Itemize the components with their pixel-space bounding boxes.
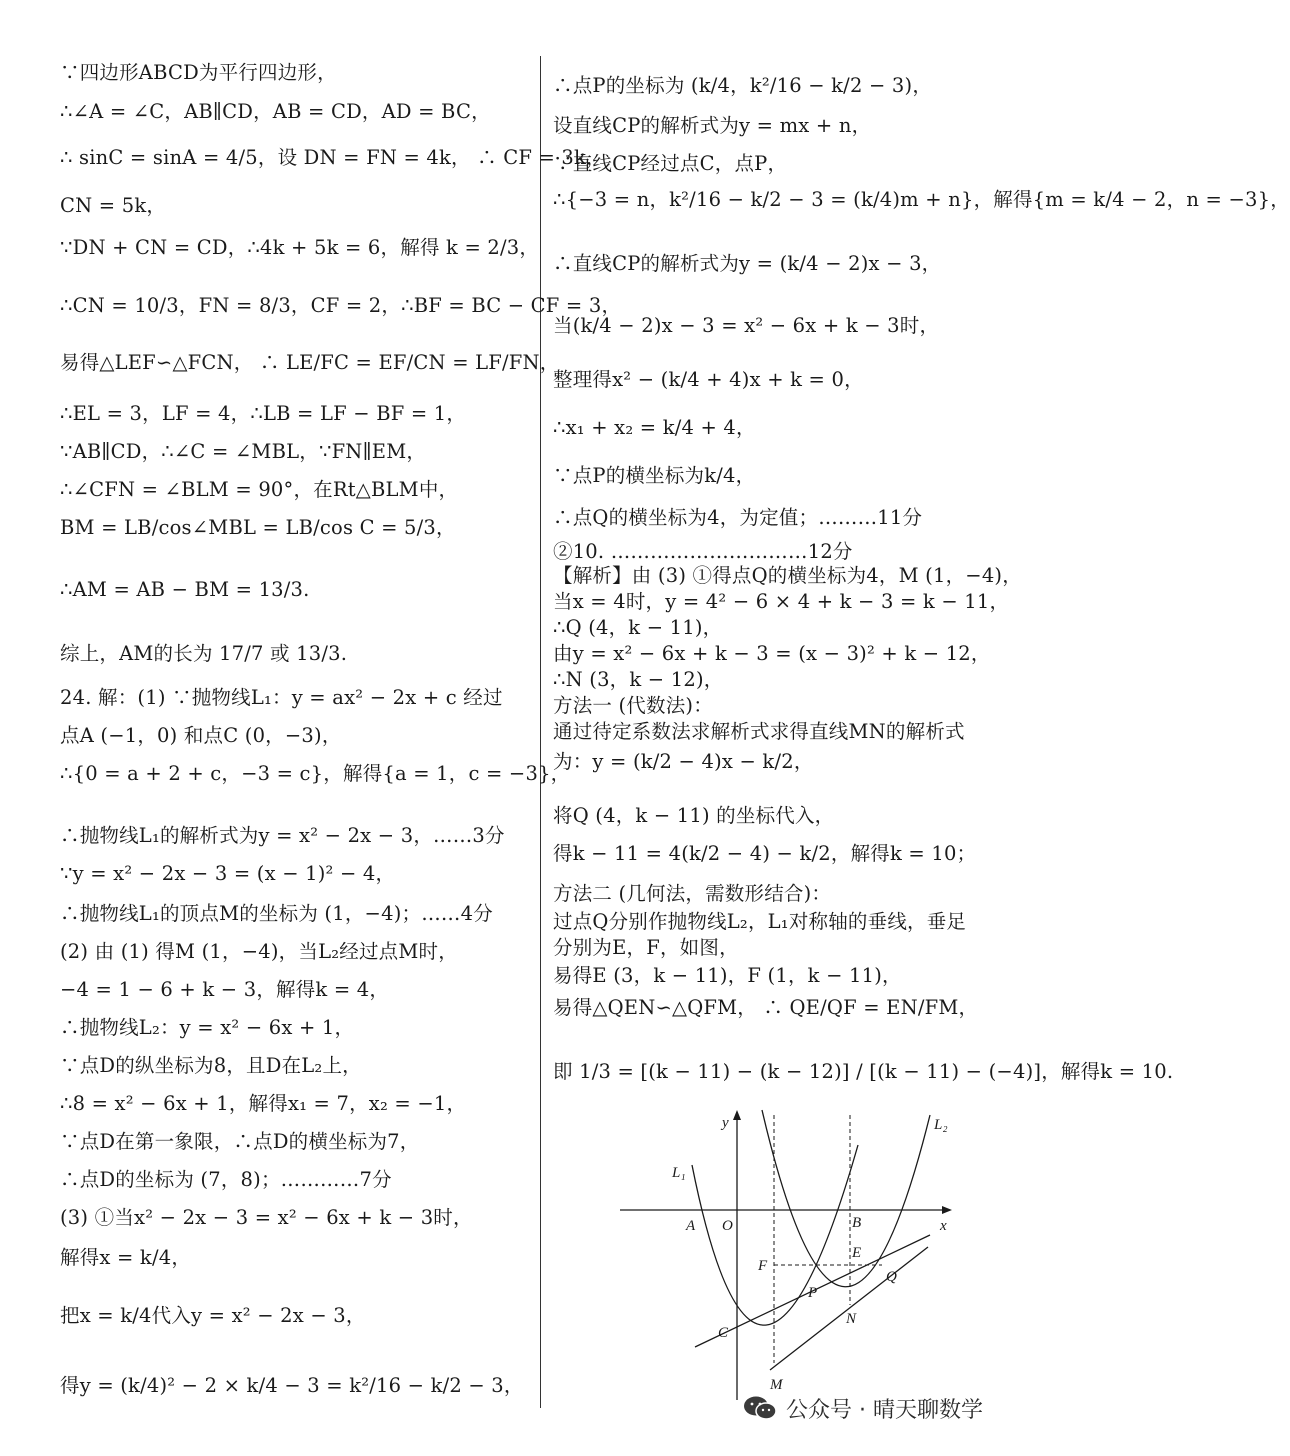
left-text-line: ∵y = x² − 2x − 3 = (x − 1)² − 4， [60, 862, 396, 885]
label-O: O [722, 1218, 733, 1234]
left-text-line: ∵点D的纵坐标为8，且D在L₂上， [60, 1054, 362, 1077]
parabola-figure [600, 1105, 960, 1405]
left-text-line: ∵AB∥CD，∴∠C = ∠MBL，∵FN∥EM， [60, 440, 427, 463]
right-text-line: 设直线CP的解析式为y = mx + n， [553, 114, 872, 137]
label-x: x [940, 1218, 947, 1234]
right-text-line: 方法一 (代数法)： [553, 694, 713, 717]
left-text-line: 得y = (k/4)² − 2 × k/4 − 3 = k²/16 − k/2 − 3， [60, 1374, 524, 1397]
left-text-line: 24. 解：(1) ∵抛物线L₁：y = ax² − 2x + c 经过 [60, 686, 503, 709]
left-text-line: ∵四边形ABCD为平行四边形， [60, 61, 337, 84]
label-B: B [852, 1215, 862, 1231]
label-N: N [846, 1311, 857, 1327]
right-text-line: 易得E (3，k − 11)，F (1，k − 11)， [553, 964, 902, 987]
right-text-line: 方法二 (几何法，需数形结合)： [553, 882, 832, 905]
left-text-line: ∴{0 = a + 2 + c，−3 = c}，解得{a = 1，c = −3}， [60, 762, 571, 785]
left-text-line: ∴ sinC = sinA = 4/5，设 DN = FN = 4k， ∴ CF = 3k， [60, 146, 606, 169]
right-text-line: 整理得x² − (k/4 + 4)x + k = 0， [553, 368, 864, 391]
left-text-line: ∴EL = 3，LF = 4，∴LB = LF − BF = 1， [60, 402, 467, 425]
label-F: F [758, 1258, 768, 1274]
label-C: C [718, 1325, 729, 1341]
left-text-line: 把x = k/4代入y = x² − 2x − 3， [60, 1304, 366, 1327]
left-text-line: ∴抛物线L₁的解析式为y = x² − 2x − 3，……3分 [60, 824, 505, 847]
right-text-line: ∴直线CP的解析式为y = (k/4 − 2)x − 3， [553, 252, 942, 275]
left-text-line: ∴抛物线L₂：y = x² − 6x + 1， [60, 1016, 355, 1039]
right-text-line: ②10. …………………………12分 [553, 540, 853, 563]
left-text-line: ∴∠CFN = ∠BLM = 90°，在Rt△BLM中， [60, 478, 459, 501]
left-text-line: 解得x = k/4， [60, 1246, 192, 1269]
right-text-line: 由y = x² − 6x + k − 3 = (x − 3)² + k − 12， [553, 642, 991, 665]
right-text-line: 【解析】由 (3) ①得点Q的横坐标为4，M (1，−4)， [553, 564, 1022, 587]
right-text-line: ∴{−3 = n，k²/16 − k/2 − 3 = (k/4)m + n}，解得{m = k/4 − 2，n = −3}， [553, 188, 1290, 211]
line-MN [770, 1247, 928, 1370]
left-text-line: 点A (−1，0) 和点C (0，−3)， [60, 724, 342, 747]
label-M: M [770, 1377, 783, 1393]
label-y: y [722, 1115, 729, 1131]
right-text-line: 将Q (4，k − 11) 的坐标代入， [553, 804, 835, 827]
x-axis-arrow [942, 1206, 952, 1214]
left-text-line: ∴CN = 10/3，FN = 8/3，CF = 2，∴BF = BC − CF = 3， [60, 294, 622, 317]
y-axis-arrow [733, 1110, 741, 1120]
right-text-line: ∴点Q的横坐标为4，为定值；………11分 [553, 506, 923, 529]
left-text-line: ∵点D在第一象限，∴点D的横坐标为7， [60, 1130, 420, 1153]
right-text-line: ∵点P的横坐标为k/4， [553, 464, 756, 487]
left-text-line: ∴∠A = ∠C，AB∥CD，AB = CD，AD = BC， [60, 100, 491, 123]
left-text-line: ∴抛物线L₁的顶点M的坐标为 (1，−4)；……4分 [60, 902, 493, 925]
label-E: E [852, 1245, 862, 1261]
column-divider [540, 56, 541, 1408]
left-text-line: (3) ①当x² − 2x − 3 = x² − 6x + k − 3时， [60, 1206, 473, 1229]
watermark [742, 1388, 983, 1428]
label-A: A [686, 1218, 696, 1234]
parabola-L2 [762, 1110, 930, 1287]
watermark-text: 公众号 · 晴天聊数学 [786, 1397, 983, 1423]
left-text-line: −4 = 1 − 6 + k − 3，解得k = 4， [60, 978, 390, 1001]
right-text-line: 当(k/4 − 2)x − 3 = x² − 6x + k − 3时， [553, 314, 940, 337]
label-L1: L₁ [672, 1165, 686, 1181]
right-text-line: 为：y = (k/2 − 4)x − k/2， [553, 750, 814, 773]
right-text-line: ∴x₁ + x₂ = k/4 + 4， [553, 416, 756, 439]
wechat-icon [742, 1394, 778, 1422]
right-text-line: 得k − 11 = 4(k/2 − 4) − k/2，解得k = 10； [553, 842, 977, 865]
right-text-line: 即 1/3 = [(k − 11) − (k − 12)] / [(k − 11) − (−4)]，解得k = 10. [553, 1060, 1174, 1083]
left-text-line: 综上，AM的长为 17/7 或 13/3. [60, 642, 348, 665]
left-text-line: ∴点D的坐标为 (7，8)；…………7分 [60, 1168, 392, 1191]
left-text-line: ∴8 = x² − 6x + 1，解得x₁ = 7，x₂ = −1， [60, 1092, 467, 1115]
left-text-line: BM = LB/cos∠MBL = LB/cos C = 5/3， [60, 516, 456, 539]
label-Q: Q [886, 1269, 897, 1285]
left-text-line: (2) 由 (1) 得M (1，−4)，当L₂经过点M时， [60, 940, 458, 963]
right-text-line: ∵直线CP经过点C，点P， [553, 152, 788, 175]
right-text-line: 通过待定系数法求解析式求得直线MN的解析式 [553, 720, 965, 743]
right-text-line: 当x = 4时，y = 4² − 6 × 4 + k − 3 = k − 11， [553, 590, 1010, 613]
label-L2: L₂ [934, 1117, 948, 1133]
left-text-line: ∴AM = AB − BM = 13/3. [60, 578, 310, 601]
right-text-line: ∴点P的坐标为 (k/4，k²/16 − k/2 − 3)， [553, 74, 933, 97]
right-text-line: 易得△QEN∽△QFM， ∴ QE/QF = EN/FM， [553, 996, 979, 1019]
left-text-line: 易得△LEF∽△FCN， ∴ LE/FC = EF/CN = LF/FN， [60, 351, 560, 374]
right-text-line: ∴Q (4，k − 11)， [553, 616, 723, 639]
left-text-line: CN = 5k， [60, 194, 167, 217]
right-text-line: 分别为E，F，如图， [553, 936, 739, 959]
left-text-line: ∵DN + CN = CD，∴4k + 5k = 6，解得 k = 2/3， [60, 236, 540, 259]
right-text-line: 过点Q分别作抛物线L₂，L₁对称轴的垂线，垂足 [553, 910, 967, 933]
parabola-L1 [692, 1145, 858, 1325]
label-P: P [808, 1285, 818, 1301]
right-text-line: ∴N (3，k − 12)， [553, 668, 724, 691]
